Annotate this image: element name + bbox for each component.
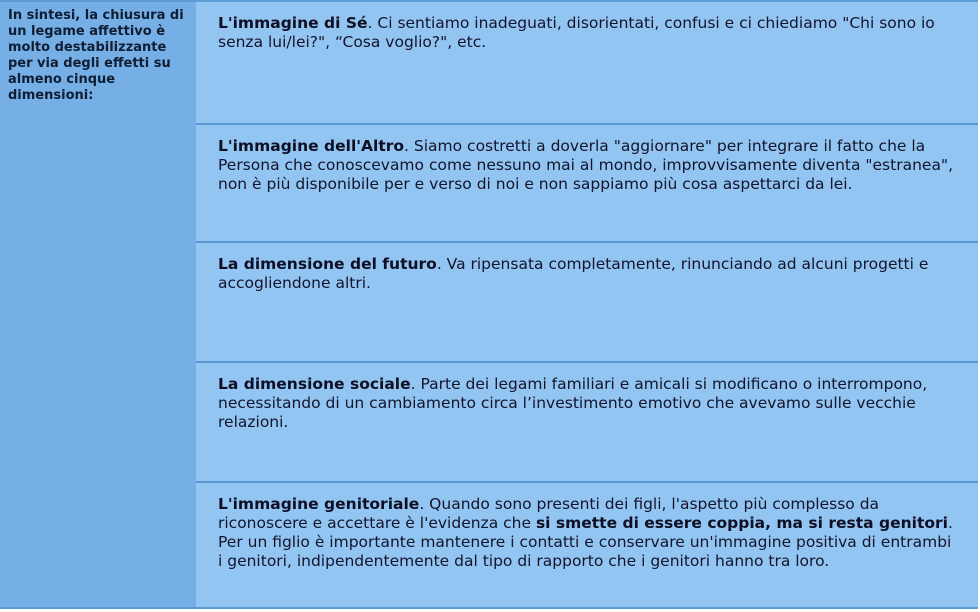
- dimension-body: . Per un figlio è importante mantenere i contatti e conservare un'immagine positiva di entrambi i genitori, indipendentemente dal tipo di rapporto che i genitori hanno tra loro.: [218, 514, 953, 570]
- summary-text: In sintesi, la chiusura di un legame affettivo è molto destabilizzante per via degli effetti su almeno cinque dimensioni:: [8, 8, 184, 103]
- dimension-row-parental: [196, 483, 978, 607]
- dimension-text: [218, 495, 958, 571]
- dimension-row-self: [196, 2, 978, 124]
- dimension-row-future: [196, 243, 978, 361]
- dimension-body: . Quando sono presenti dei figli, l'aspetto più complesso da riconoscere e accettare è l'evidenza che: [218, 495, 880, 532]
- dimension-title: La dimensione del futuro: [218, 255, 437, 273]
- dimension-emphasis: si smette di essere coppia, ma si resta genitori: [535, 514, 948, 532]
- dimension-row-other: [196, 125, 978, 241]
- dimension-row-social: [196, 363, 978, 481]
- dimension-body: . Siamo costretti a doverla "aggiornare" per integrare il fatto che la Persona che conoscevamo come nessuno mai al mondo, improvvisamente diventa "estranea", non è più disponibile per e verso di noi e non sappiamo più cosa aspettarci da lei.: [218, 137, 953, 193]
- summary-cell: [0, 2, 196, 607]
- dimension-text: [218, 14, 958, 52]
- dimension-body: . Parte dei legami familiari e amicali si modificano o interrompono, necessitando di un cambiamento circa l’investimento emotivo che avevamo sulle vecchie relazioni.: [218, 375, 928, 431]
- dimension-body: . Va ripensata completamente, rinunciando ad alcuni progetti e accogliendone altri.: [218, 255, 929, 292]
- dimension-body: . Ci sentiamo inadeguati, disorientati, confusi e ci chiediamo "Chi sono io senza lui/lei?", “Cosa voglio?", etc.: [218, 14, 935, 51]
- dimension-text: [218, 375, 958, 432]
- dimension-title: L'immagine di Sé: [218, 14, 368, 32]
- dimension-text: [218, 255, 958, 293]
- dimension-text: [218, 137, 958, 194]
- dimension-title: La dimensione sociale: [218, 375, 411, 393]
- dimension-title: L'immagine genitoriale: [218, 495, 420, 513]
- dimension-title: L'immagine dell'Altro: [218, 137, 405, 155]
